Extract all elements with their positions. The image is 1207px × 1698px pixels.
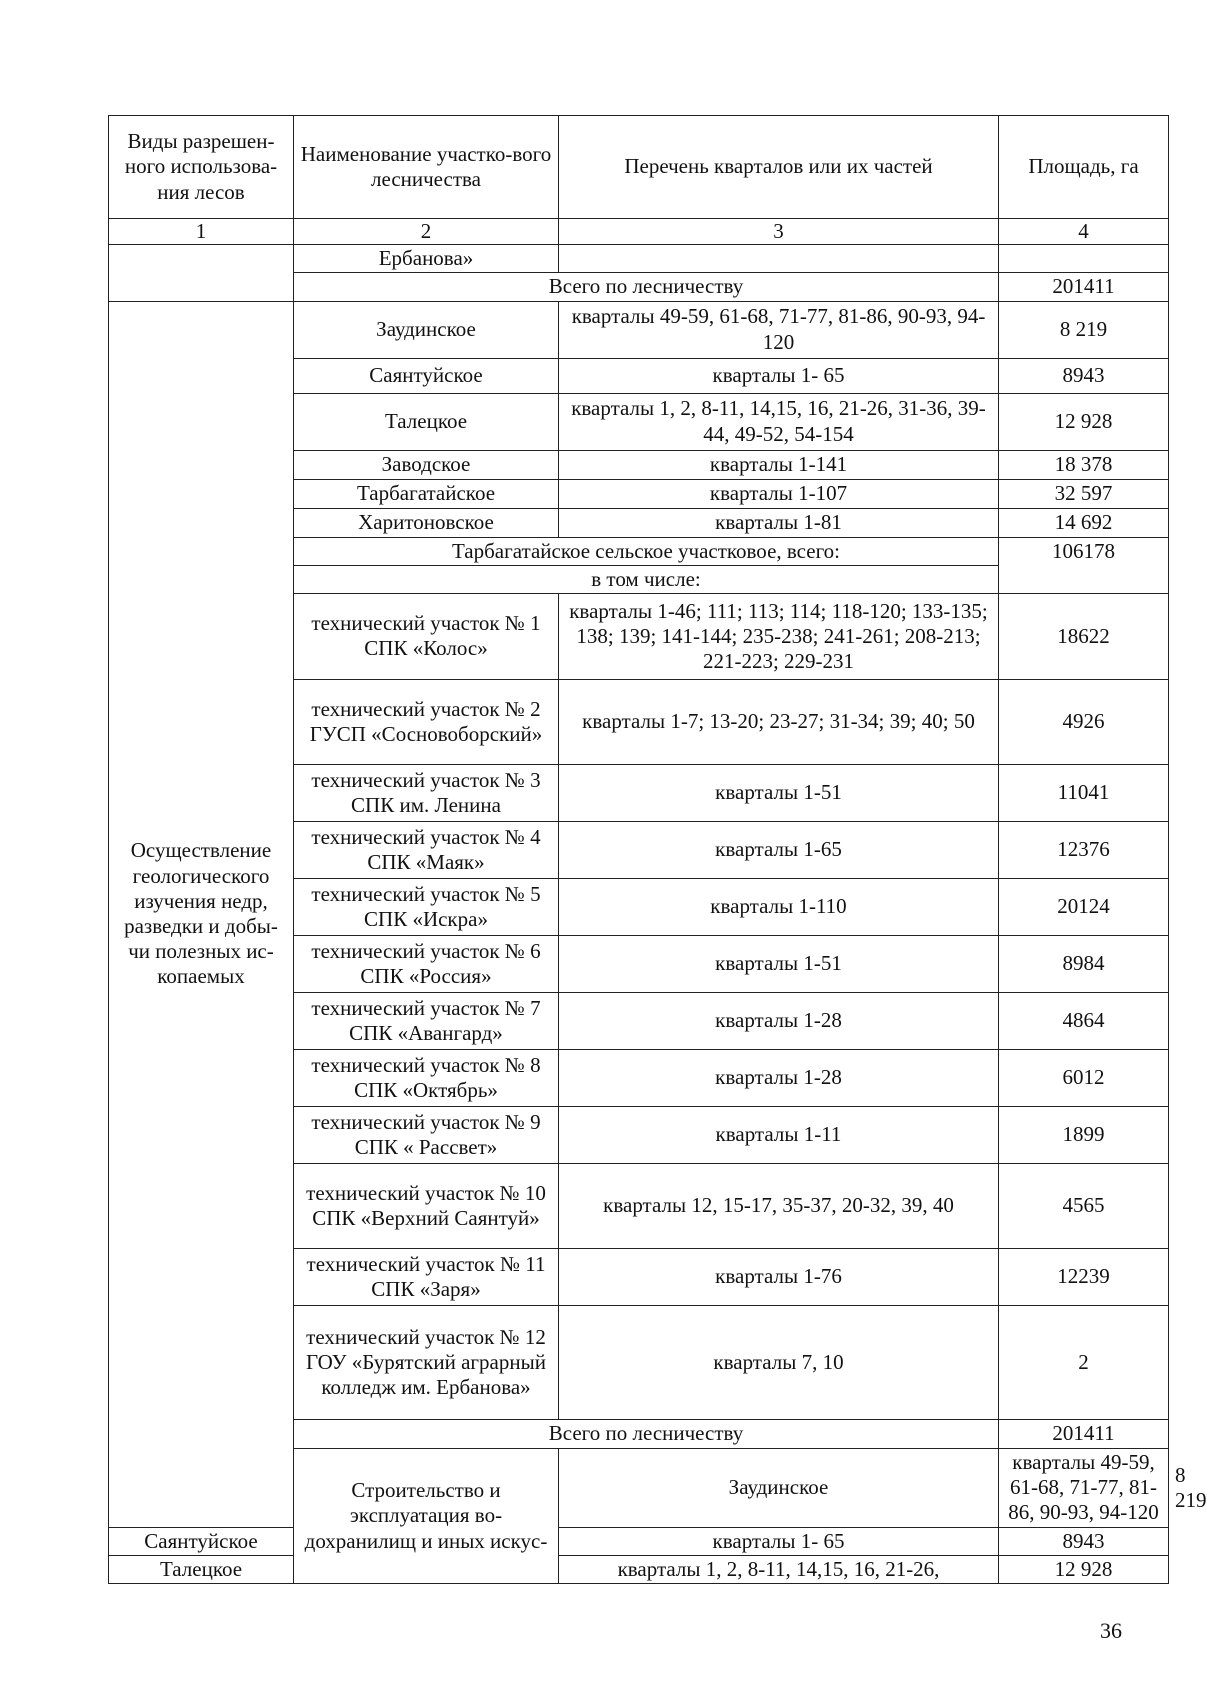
- area-cell-empty: [999, 245, 1169, 273]
- quarters: кварталы 1-81: [559, 508, 999, 537]
- forestry-name: Заудинское: [559, 1448, 999, 1527]
- area: 12376: [999, 821, 1169, 878]
- tech-site-name: технический участок № 1 СПК «Колос»: [294, 593, 559, 679]
- forestry-name: Заудинское: [294, 301, 559, 358]
- area: 18622: [999, 593, 1169, 679]
- area: 2: [999, 1305, 1169, 1419]
- area: 20124: [999, 878, 1169, 935]
- column-number-row: [109, 219, 1169, 245]
- table-row: [109, 301, 1169, 358]
- tech-site-name: технический участок № 2 ГУСП «Сосновоборский»: [294, 679, 559, 764]
- forestry-name: Ербанова»: [294, 245, 559, 273]
- tech-site-name: технический участок № 4 СПК «Маяк»: [294, 821, 559, 878]
- header-col-1: Виды разрешен-ного использова-ния лесов: [109, 116, 294, 219]
- forestry-name: Талецкое: [294, 393, 559, 450]
- area: 12239: [999, 1248, 1169, 1305]
- header-col-2: Наименование участко-вого лесничества: [294, 116, 559, 219]
- quarters: кварталы 1-28: [559, 1049, 999, 1106]
- quarters: кварталы 1-7; 13-20; 23-27; 31-34; 39; 40; 50: [559, 679, 999, 764]
- area: 8943: [999, 358, 1169, 393]
- tech-site-name: технический участок № 6 СПК «Россия»: [294, 935, 559, 992]
- quarters-cell-empty: [559, 245, 999, 273]
- area: 12 928: [999, 1555, 1169, 1583]
- quarters: кварталы 49-59, 61-68, 71-77, 81-86, 90-93, 94-120: [999, 1448, 1169, 1527]
- area: 12 928: [999, 393, 1169, 450]
- tech-site-name: технический участок № 9 СПК « Рассвет»: [294, 1106, 559, 1163]
- total-value: 201411: [999, 1419, 1169, 1448]
- use-kind: Осуществление геологического изучения недр, разведки и добы-чи полезных ис-копаемых: [109, 301, 294, 1527]
- tech-site-name: технический участок № 7 СПК «Авангард»: [294, 992, 559, 1049]
- area: 4926: [999, 679, 1169, 764]
- quarters: кварталы 1-141: [559, 450, 999, 479]
- quarters: кварталы 49-59, 61-68, 71-77, 81-86, 90-93, 94-120: [559, 301, 999, 358]
- area: 4864: [999, 992, 1169, 1049]
- forestry-name: Харитоновское: [294, 508, 559, 537]
- page-number: 36: [1100, 1618, 1122, 1643]
- tech-site-name: технический участок № 8 СПК «Октябрь»: [294, 1049, 559, 1106]
- column-number-2: 2: [294, 219, 559, 245]
- quarters: кварталы 1-28: [559, 992, 999, 1049]
- area: 4565: [999, 1163, 1169, 1248]
- forestry-name: Заводское: [294, 450, 559, 479]
- area: 1899: [999, 1106, 1169, 1163]
- including-label: в том числе:: [294, 565, 999, 593]
- area: 8943: [999, 1527, 1169, 1555]
- area: 32 597: [999, 479, 1169, 508]
- kind-cell-empty: [109, 245, 294, 301]
- quarters: кварталы 1-51: [559, 764, 999, 821]
- table-row: Строительство и эксплуатация во-дохранилищ и иных искус- Заудинское кварталы 49-59, 61-68, 71-77, 81-86, 90-93, 94-120 8 219: [109, 1448, 1169, 1527]
- tech-site-name: технический участок № 12 ГОУ «Бурятский аграрный колледж им. Ербанова»: [294, 1305, 559, 1419]
- area: 8984: [999, 935, 1169, 992]
- table-row: [109, 1555, 1169, 1583]
- quarters: кварталы 1- 65: [559, 1527, 999, 1555]
- table-row: [109, 1527, 1169, 1555]
- total-label: Всего по лесничеству: [294, 273, 999, 301]
- subtotal-value: 106178: [999, 537, 1169, 593]
- subtotal-label: Тарбагатайское сельское участковое, всего:: [294, 537, 999, 565]
- forestry-name: Тарбагатайское: [294, 479, 559, 508]
- tech-site-name: технический участок № 10 СПК «Верхний Саянтуй»: [294, 1163, 559, 1248]
- quarters: кварталы 7, 10: [559, 1305, 999, 1419]
- quarters: кварталы 1-46; 111; 113; 114; 118-120; 133-135; 138; 139; 141-144; 235-238; 241-261; 208-213; 221-223; 229-231: [559, 593, 999, 679]
- forest-use-table: [108, 115, 1207, 1584]
- quarters: кварталы 1-110: [559, 878, 999, 935]
- quarters: кварталы 1-76: [559, 1248, 999, 1305]
- tech-site-name: технический участок № 11 СПК «Заря»: [294, 1248, 559, 1305]
- quarters: кварталы 1-51: [559, 935, 999, 992]
- column-number-1: 1: [109, 219, 294, 245]
- forestry-name: Талецкое: [109, 1555, 294, 1583]
- total-label: Всего по лесничеству: [294, 1419, 999, 1448]
- use-kind: Строительство и эксплуатация во-дохранилищ и иных искус-: [294, 1448, 559, 1583]
- tech-site-name: технический участок № 5 СПК «Искра»: [294, 878, 559, 935]
- quarters: кварталы 1-107: [559, 479, 999, 508]
- header-col-4: Площадь, га: [999, 116, 1169, 219]
- quarters: кварталы 12, 15-17, 35-37, 20-32, 39, 40: [559, 1163, 999, 1248]
- quarters: кварталы 1-65: [559, 821, 999, 878]
- header-row: [109, 116, 1169, 219]
- quarters: кварталы 1- 65: [559, 358, 999, 393]
- forestry-name: Саянтуйское: [294, 358, 559, 393]
- quarters: кварталы 1-11: [559, 1106, 999, 1163]
- tech-site-name: технический участок № 3 СПК им. Ленина: [294, 764, 559, 821]
- quarters: кварталы 1, 2, 8-11, 14,15, 16, 21-26,: [559, 1555, 999, 1583]
- quarters: кварталы 1, 2, 8-11, 14,15, 16, 21-26, 31-36, 39-44, 49-52, 54-154: [559, 393, 999, 450]
- total-value: 201411: [999, 273, 1169, 301]
- column-number-3: 3: [559, 219, 999, 245]
- area: 11041: [999, 764, 1169, 821]
- table-row: [109, 245, 1169, 273]
- area: 8 219: [999, 301, 1169, 358]
- area: 14 692: [999, 508, 1169, 537]
- forestry-name: Саянтуйское: [109, 1527, 294, 1555]
- header-col-3: Перечень кварталов или их частей: [559, 116, 999, 219]
- area: 6012: [999, 1049, 1169, 1106]
- area: 18 378: [999, 450, 1169, 479]
- column-number-4: 4: [999, 219, 1169, 245]
